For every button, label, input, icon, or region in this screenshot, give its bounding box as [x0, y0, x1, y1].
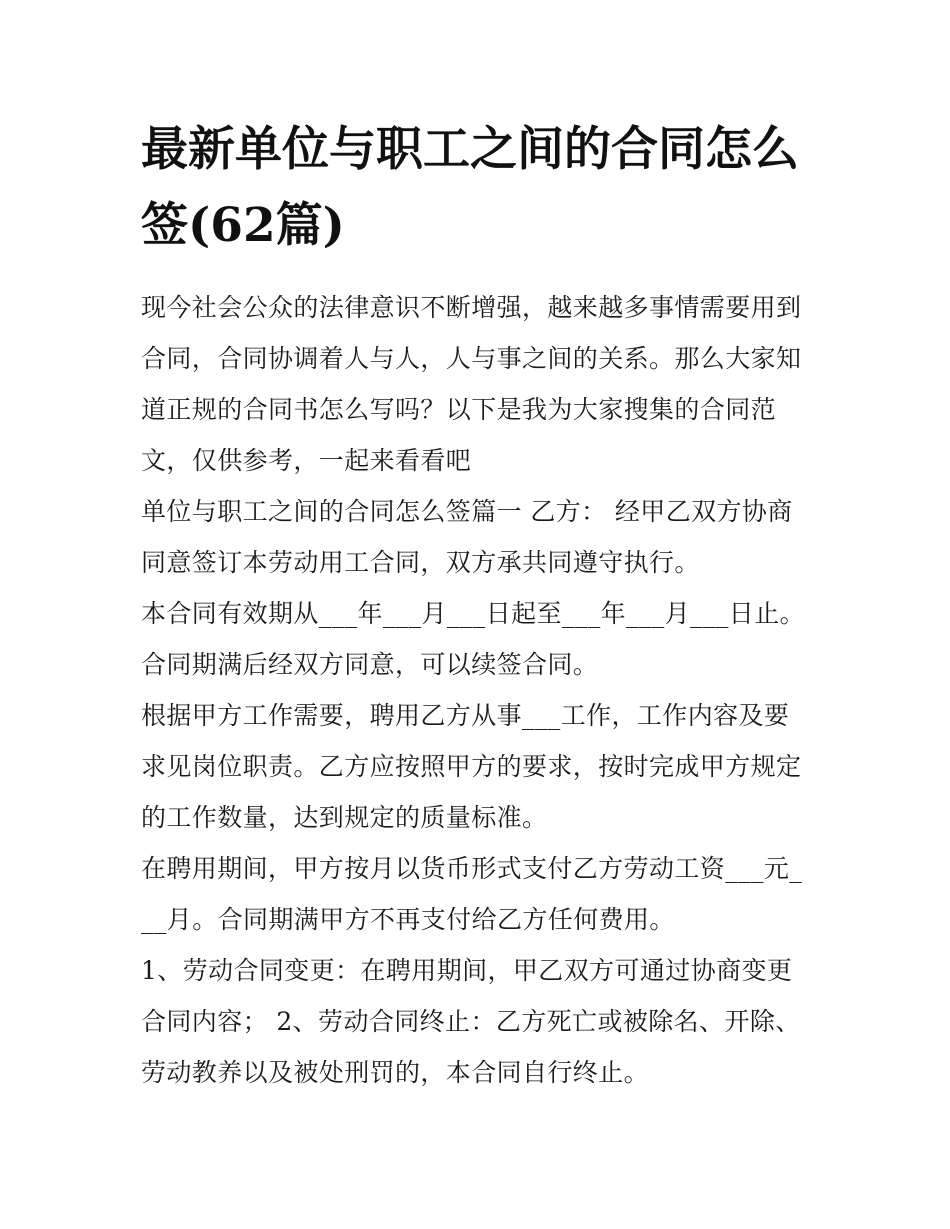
document-body [141, 282, 813, 1098]
paragraph-term: 本合同有效期从___年___月___日起至___年___月___日止。合同期满后经双方同意，可以续签合同。 [141, 599, 806, 679]
document-page [141, 112, 813, 1098]
paragraph-intro: 现今社会公众的法律意识不断增强，越来越多事情需要用到合同，合同协调着人与人，人与事之间的关系。那么大家知道正规的合同书怎么写吗？以下是我为大家搜集的合同范文，仅供参考，一起来看看吧 [141, 293, 802, 475]
paragraph-change-termination: 1、劳动合同变更：在聘用期间，甲乙双方可通过协商变更合同内容； 2、劳动合同终止：乙方死亡或被除名、开除、劳动教养以及被处刑罚的，本合同自行终止。 [141, 956, 801, 1087]
paragraph-section-one: 单位与职工之间的合同怎么签篇一 乙方： 经甲乙双方协商同意签订本劳动用工合同，双方承共同遵守执行。 [141, 497, 793, 577]
paragraph-duties: 根据甲方工作需要，聘用乙方从事___工作，工作内容及要求见岗位职责。乙方应按照甲方的要求，按时完成甲方规定的工作数量，达到规定的质量标准。 [141, 701, 802, 832]
paragraph-wages: 在聘用期间，甲方按月以货币形式支付乙方劳动工资___元___月。合同期满甲方不再支付给乙方任何费用。 [141, 854, 803, 934]
document-title: 最新单位与职工之间的合同怎么签(62篇) [141, 122, 799, 253]
